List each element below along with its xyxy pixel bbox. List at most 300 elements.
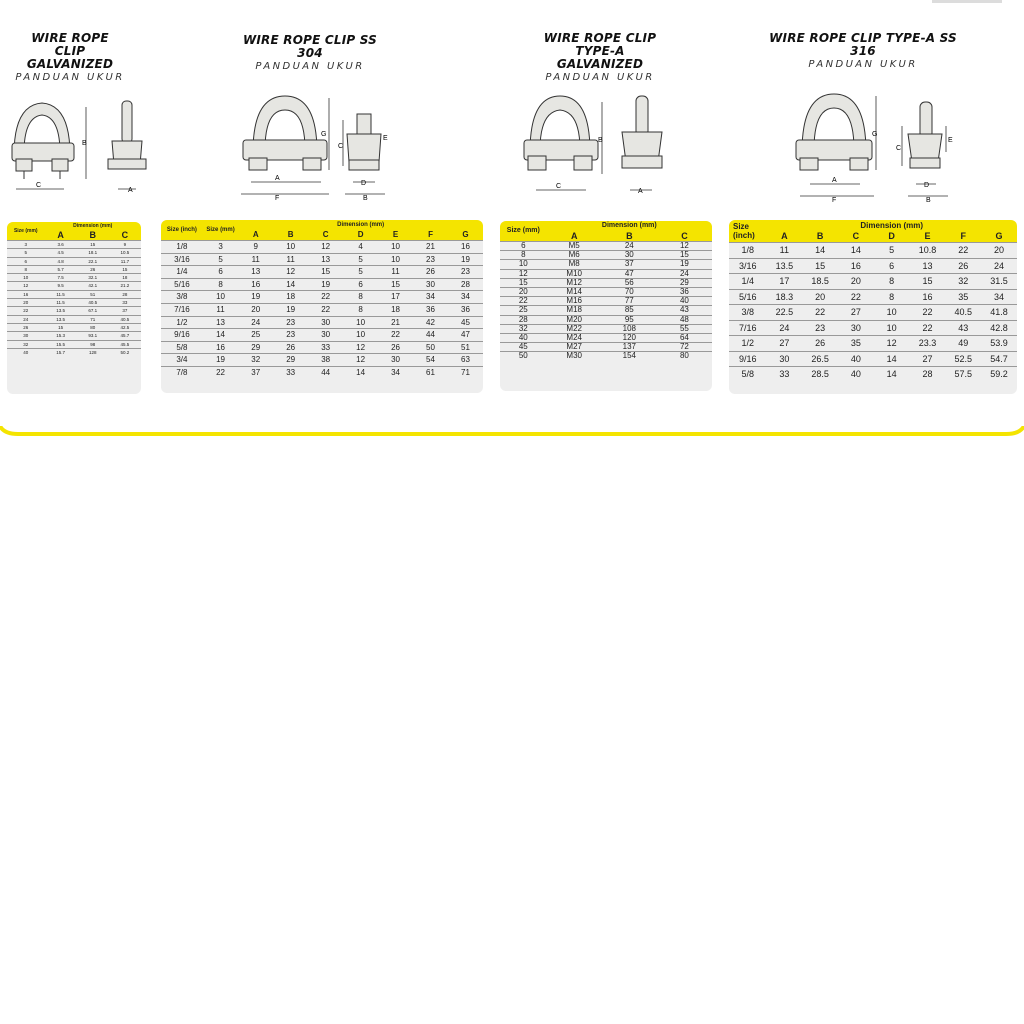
table-cell: 37 [251,367,261,377]
table-cell: 57.5 [954,369,972,379]
table-cell: 3.6 [57,242,64,247]
col-b: B [273,230,308,241]
table-cell: 5/8 [741,369,754,379]
table-cell: 3 [218,242,223,251]
table-cell: 27 [850,307,861,317]
dimension-header: Dimension (mm) [766,220,1017,231]
table-cell: 11 [286,254,295,264]
table-cell: 72 [679,342,689,352]
table-cell: 6 [889,260,895,271]
size-header: Size (mm) [7,222,45,241]
table-cell: 28.5 [811,369,829,379]
panel-type-a-ss316 [756,32,970,71]
table-cell: 32 [251,355,261,365]
table-row [7,241,141,249]
table-cell: 50.2 [120,349,130,355]
table-cell: 31.5 [990,276,1008,286]
table-cell: 11.7 [120,258,130,264]
table-cell: 15 [815,260,826,271]
col-a: A [547,231,602,242]
panel-subtitle: PANDUAN UKUR [808,59,918,70]
table-row [161,303,483,316]
table-cell: 34 [461,292,470,302]
table-cell: 5 [218,254,223,264]
table-cell: 9 [123,242,127,247]
table-cell: 10 [391,242,400,251]
table-cell: 13 [922,260,933,271]
table-cell: 30 [779,353,790,364]
col-c: C [109,231,141,241]
col-a: A [45,231,77,241]
table-cell: 22 [321,304,331,314]
table-cell: 41.8 [990,307,1008,317]
table-row [7,315,141,323]
table-cell: 26 [958,260,969,271]
table-cell: 15.3 [56,333,65,339]
table-ss304 [161,220,483,393]
top-edge-bar [932,0,1002,3]
table-cell: 22 [958,245,969,255]
table-cell: 13 [251,267,261,277]
table-cell: 22 [391,330,400,340]
table-cell: 20 [815,291,826,302]
table-cell: 33 [286,367,296,377]
label-d: D [361,180,367,187]
table-cell: 43 [958,322,969,333]
table-cell: M12 [566,278,582,287]
label-b: B [363,195,368,202]
table-cell: 11 [216,304,225,314]
table-cell: 85 [624,305,634,315]
table-cell: 22 [922,307,933,317]
table-cell: 137 [622,342,636,352]
table-cell: 44 [426,330,435,340]
table-row [7,274,141,282]
table-cell: 54 [426,355,435,365]
table-cell: 22 [216,367,226,377]
table-cell: 1/4 [176,267,188,277]
table-row [7,282,141,290]
table-cell: 15.5 [56,341,65,347]
table-cell: 154 [622,351,636,361]
table-row [7,290,141,298]
table-cell: 22 [518,296,528,306]
panel-title: WIRE ROPE CLIP TYPE-A GALVANIZED [543,31,657,71]
table-cell: 23.3 [918,338,937,348]
table-cell: 19 [286,304,296,314]
table-cell: 28 [122,291,128,297]
table-cell: 26 [23,324,29,330]
table-cell: 8 [521,250,526,260]
table-cell: 16 [216,342,226,352]
table-cell: M18 [566,305,582,315]
label-d: D [924,182,930,189]
table-cell: 5 [358,267,363,277]
table-cell: M5 [568,241,580,250]
table-cell: 23 [286,317,296,327]
table-cell: 40 [679,296,689,306]
table-cell: 12 [321,242,331,251]
table-cell: 45 [518,342,528,352]
table-cell: 42.8 [990,322,1008,333]
table-cell: M30 [566,351,582,361]
table-cell: 12 [679,241,689,250]
table-row [500,324,712,333]
table-cell: 19 [216,355,226,365]
table-cell: 32 [958,276,969,286]
table-cell: 29 [286,355,296,365]
table-cell: 11 [779,245,789,255]
table-cell: 30 [321,330,331,340]
table-cell: 21 [391,317,400,327]
table-cell: 26 [391,342,400,352]
clip-diagram-ss304 [235,90,395,202]
table-cell: 98 [90,341,96,347]
table-row [729,243,1017,259]
table-cell: 10.8 [918,245,937,255]
table-cell: 50 [426,342,435,352]
table-row [500,315,712,324]
table-cell: 11 [251,254,260,264]
table-cell: 34 [994,291,1005,302]
table-cell: 53.9 [990,338,1008,348]
table-cell: 80 [90,324,96,330]
table-cell: 10 [886,307,897,317]
table-cell: 14 [886,353,897,364]
table-cell: 37 [624,259,634,269]
table-cell: 15 [391,279,400,289]
table-cell: 22 [850,291,861,302]
table-cell: 32 [23,341,29,347]
table-cell: 24 [624,241,634,250]
table-cell: 15 [922,276,933,286]
table-cell: 7/16 [174,304,190,314]
label-a: A [275,175,280,182]
panel-title: WIRE ROPE CLIP TYPE-A SS 316 [769,31,957,58]
table-cell: 27 [779,338,790,348]
table-cell: 19 [321,279,331,289]
table-row [500,352,712,361]
table-row [500,242,712,251]
table-body [161,241,483,379]
table-cell: 6 [521,241,526,250]
table-cell: 40 [850,369,861,379]
table-cell: 47 [461,330,470,340]
table-cell: 10 [356,330,366,340]
table-cell: 4.5 [57,250,64,256]
table-cell: 13.5 [56,316,65,322]
table-cell: 21.2 [120,283,130,289]
table-cell: 24 [251,317,261,327]
table-cell: 12 [356,355,366,365]
label-c: C [36,182,42,189]
table-row [161,266,483,279]
table-cell: 10 [356,317,366,327]
col-b: B [602,231,657,242]
table-cell: 20 [518,287,528,297]
table-cell: 42 [426,317,435,327]
table-cell: 4 [358,242,363,251]
label-a: A [638,188,643,195]
table-cell: 6 [24,258,28,264]
table-cell: 5 [24,250,28,256]
table-cell: 8 [889,276,895,286]
table-cell: 24 [679,269,689,278]
table-cell: 29 [679,278,689,287]
label-f: F [832,197,837,202]
table-cell: 5/16 [738,291,757,302]
table-row [7,323,141,331]
table-cell: 8 [889,291,895,302]
table-cell: 70 [624,287,634,297]
table-row [161,316,483,329]
col-a: A [766,231,802,243]
size-header: Size (mm) [500,221,547,242]
table-cell: 16 [922,291,933,302]
table-cell: 61 [426,367,435,377]
table-cell: 44 [321,367,331,377]
table-cell: 56 [624,278,634,287]
panel-ss304 [230,34,390,73]
table-cell: 50 [518,351,528,361]
table-cell: 18.3 [775,291,794,302]
table-cell: 12 [886,338,897,348]
table-body [500,242,712,361]
table-cell: 9 [253,242,258,251]
table-cell: 1/8 [741,245,754,255]
table-cell: 25 [251,330,261,340]
table-row [161,241,483,254]
label-g: G [872,131,878,138]
table-cell: 51 [461,342,470,352]
table-cell: M24 [566,333,582,343]
table-row [500,297,712,306]
table-cell: 11.5 [56,291,65,297]
table-cell: 45.7 [120,333,130,339]
table-row [500,288,712,297]
table-cell: 13 [216,317,226,327]
table-cell: 33 [122,300,128,306]
table-row [161,354,483,367]
table-cell: M16 [566,296,582,306]
table-cell: 27 [922,353,933,364]
table-cell: 24 [23,316,29,322]
table-cell: 36 [426,304,435,314]
table-cell: 14 [216,330,226,340]
table-cell: 23 [815,322,826,333]
table-cell: 6 [358,279,363,289]
label-c: C [338,143,344,150]
table-cell: 36 [461,304,470,314]
table-cell: 15 [321,267,331,277]
table-cell: 24 [994,260,1005,271]
table-cell: 32 [518,324,528,333]
yellow-border-curve [0,426,1024,438]
table-cell: 42.5 [120,324,130,330]
table-cell: 1/2 [741,338,754,348]
table-cell: 26 [286,342,296,352]
table-cell: M10 [566,269,582,278]
table-row [729,274,1017,290]
panel-subtitle: PANDUAN UKUR [15,72,125,83]
table-cell: 52.5 [954,353,972,364]
table-cell: 13.5 [775,260,794,271]
table-cell: 12 [286,267,296,277]
table-row [729,289,1017,305]
table-cell: 15 [518,278,528,287]
table-cell: 40.5 [120,316,130,322]
table-cell: 10 [886,322,897,333]
table-row [161,341,483,354]
table-row [500,269,712,278]
table-cell: 18 [391,304,400,314]
table-galvanized [7,222,141,394]
table-cell: 64 [679,333,689,343]
table-cell: 12 [356,342,366,352]
table-cell: 3/16 [174,254,190,264]
table-cell: 15 [58,324,64,330]
col-e: E [910,231,946,243]
table-cell: 35 [850,338,861,348]
table-cell: 9/16 [174,330,190,340]
table-cell: 8 [24,266,28,272]
col-b: B [77,231,109,241]
table-row [161,329,483,342]
table-cell: 12 [23,283,29,289]
table-cell: 15 [90,242,96,247]
table-cell: 16 [251,279,261,289]
table-cell: 22 [321,292,331,302]
col-f: F [413,230,448,241]
table-cell: 23 [426,254,435,264]
table-cell: 14 [286,279,296,289]
table-cell: 10 [23,275,29,281]
table-cell: 10 [391,254,400,264]
table-cell: 26.5 [811,353,829,364]
table-cell: 26 [815,338,826,348]
table-cell: 51 [90,291,96,297]
table-row [161,366,483,378]
clip-diagram-galvanized [4,95,154,200]
table-row [161,278,483,291]
table-cell: 5.7 [57,266,64,272]
table-cell: 5 [889,245,895,255]
label-a: A [832,177,837,184]
table-cell: 11 [391,267,400,277]
table-cell: 59.2 [990,369,1008,379]
table-cell: 1/8 [176,242,188,251]
table-cell: 37 [122,308,128,314]
table-cell: 6 [218,267,223,277]
table-cell: 32.1 [88,275,98,281]
col-a: A [238,230,273,241]
table-cell: 5 [358,254,363,264]
table-cell: 3/16 [738,260,757,271]
panel-title: WIRE ROPE CLIP SS 304 [242,33,378,60]
table-type-a-ss316 [729,220,1017,394]
table-cell: 47 [624,269,634,278]
col-g: G [981,231,1017,243]
table-cell: 35 [958,291,969,302]
table-cell: 8 [358,292,363,302]
table-cell: 28 [518,315,528,324]
panel-title: WIRE ROPE CLIP GALVANIZED [26,31,114,71]
table-cell: 40 [23,349,29,355]
table-cell: 34 [391,367,400,377]
label-a: A [128,187,133,194]
table-cell: 28 [922,369,933,379]
table-cell: 10 [286,242,296,251]
table-cell: 17 [779,276,790,286]
table-cell: 14 [815,245,826,255]
table-cell: 3/8 [741,307,754,317]
table-cell: 5/16 [174,279,190,289]
table-cell: 19 [679,259,689,269]
table-cell: 7.5 [57,275,64,281]
col-d: D [343,230,378,241]
table-cell: 16 [850,260,861,271]
table-cell: 34 [426,292,435,302]
table-cell: 3 [24,242,28,247]
table-cell: 40.5 [954,307,972,317]
label-c: C [556,183,562,190]
table-cell: 14 [850,245,861,255]
label-b: B [82,140,87,147]
table-cell: 12 [518,269,528,278]
table-cell: 15 [122,266,128,272]
table-row [500,306,712,315]
table-cell: 36 [679,287,689,297]
label-f: F [275,195,280,202]
table-cell: 22 [922,322,933,333]
table-cell: M20 [566,315,582,324]
col-e: E [378,230,413,241]
table-cell: 22.1 [88,258,98,264]
table-cell: 120 [622,333,636,343]
table-cell: 15 [679,250,689,260]
panel-galvanized [6,32,134,84]
table-cell: 13 [321,254,331,264]
table-cell: 25 [518,305,528,315]
table-cell: 19 [461,254,470,264]
dimension-header: Dimension (mm) [238,220,483,230]
table-cell: 1/2 [176,317,188,327]
col-c: C [838,231,874,243]
table-cell: 14 [886,369,897,379]
table-cell: 40 [518,333,528,343]
table-cell: 48 [679,315,689,324]
table-row [729,351,1017,367]
table-cell: 18 [122,275,128,281]
table-cell: 9/16 [738,353,757,364]
table-row [7,265,141,273]
table-cell: 22 [23,308,29,314]
table-cell: 24 [779,322,790,333]
table-cell: 30 [850,322,861,333]
table-cell: M22 [566,324,582,333]
table-row [500,334,712,343]
table-cell: 18.1 [88,250,98,256]
table-cell: 93.1 [88,333,98,339]
table-cell: 9.5 [57,283,64,289]
table-cell: 67.1 [88,308,98,314]
table-row [729,336,1017,352]
table-cell: 8 [218,279,223,289]
dimension-header: Dimension (mm) [547,221,712,231]
table-cell: 20 [850,276,861,286]
table-cell: M6 [568,250,580,260]
table-cell: 95 [624,315,634,324]
